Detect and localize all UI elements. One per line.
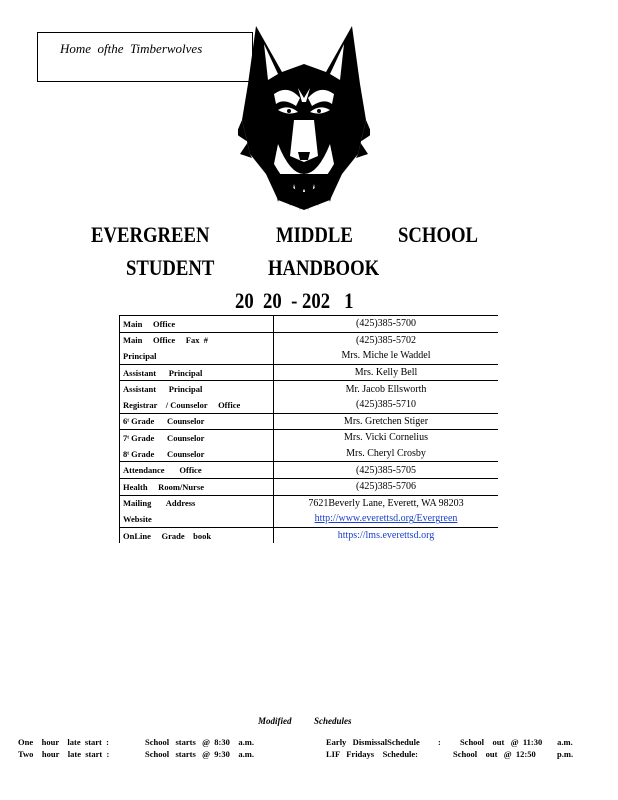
table-row bbox=[120, 527, 499, 543]
contact-label: Mailing Address bbox=[120, 495, 274, 511]
contact-value: Mrs. Kelly Bell bbox=[274, 364, 499, 381]
contact-value: Mrs. Vicki Cornelius bbox=[274, 430, 499, 446]
contact-value: Mrs. Miche le Waddel bbox=[274, 348, 499, 364]
one-hour-late-label: One hour late start : bbox=[18, 737, 109, 747]
contact-value: Mrs. Gretchen Stiger bbox=[274, 413, 499, 430]
early-dismissal-detail: : School out @ 11:30 a.m. bbox=[438, 737, 573, 747]
contact-value: (425)385-5710 bbox=[274, 397, 499, 413]
title-word-evergreen: EVERGREEN bbox=[91, 222, 210, 247]
table-row bbox=[120, 364, 499, 381]
contact-value: (425)385-5705 bbox=[274, 462, 499, 479]
one-hour-late-detail: School starts @ 8:30 a.m. bbox=[145, 737, 254, 747]
contact-label: Assistant Principal bbox=[120, 381, 274, 397]
title-word-student: STUDENT bbox=[126, 255, 215, 280]
contact-table bbox=[119, 315, 498, 543]
contact-label: Principal bbox=[120, 348, 274, 364]
contact-value: Mrs. Cheryl Crosby bbox=[274, 446, 499, 462]
tagline: Home ofthe Timberwolves bbox=[60, 41, 203, 56]
contact-label: 6ᵗ Grade Counselor bbox=[120, 413, 274, 430]
contact-value: 7621Beverly Lane, Everett, WA 98203 bbox=[274, 495, 499, 511]
two-hour-late-detail: School starts @ 9:30 a.m. bbox=[145, 749, 254, 759]
title-word-handbook: HANDBOOK bbox=[268, 255, 380, 280]
two-hour-late-label: Two hour late start : bbox=[18, 749, 110, 759]
contact-label: Main Office bbox=[120, 316, 274, 333]
table-row bbox=[120, 462, 499, 479]
title-word-middle: MIDDLE bbox=[276, 222, 353, 247]
gradebook-link[interactable]: https://lms.everettsd.org bbox=[337, 530, 435, 542]
contact-value: Mr. Jacob Ellsworth bbox=[274, 381, 499, 397]
contact-label: Health Room/Nurse bbox=[120, 478, 274, 495]
contact-label: Website bbox=[120, 511, 274, 527]
contact-value: (425)385-5702 bbox=[274, 332, 499, 348]
table-row bbox=[120, 478, 499, 495]
contact-label: Main Office Fax # bbox=[120, 332, 274, 348]
table-row bbox=[120, 381, 499, 397]
contact-label: 8ᵗ Grade Counselor bbox=[120, 446, 274, 462]
modified-schedules-title: Modified Schedules bbox=[258, 716, 352, 726]
contact-value: (425)385-5700 bbox=[274, 316, 499, 333]
website-link[interactable]: http://www.everettsd.org/Evergreen bbox=[314, 513, 458, 525]
title-word-school: SCHOOL bbox=[398, 222, 479, 247]
title-year: 20 20 - 202 1 bbox=[235, 288, 354, 313]
lif-fridays-detail: School out @ 12:50 p.m. bbox=[453, 749, 574, 759]
lif-fridays-label: LIF Fridays Schedule: bbox=[326, 749, 419, 759]
wolf-head-icon bbox=[238, 24, 370, 210]
table-row bbox=[120, 495, 499, 511]
table-row bbox=[120, 446, 499, 462]
contact-label: Registrar / Counselor Office bbox=[120, 397, 274, 413]
table-row bbox=[120, 397, 499, 413]
table-row bbox=[120, 348, 499, 364]
table-row bbox=[120, 413, 499, 430]
contact-label: Attendance Office bbox=[120, 462, 274, 479]
table-row bbox=[120, 332, 499, 348]
contact-value: (425)385-5706 bbox=[274, 478, 499, 495]
table-row bbox=[120, 511, 499, 527]
contact-label: 7ᵗ Grade Counselor bbox=[120, 430, 274, 446]
contact-label: Assistant Principal bbox=[120, 364, 274, 381]
early-dismissal-label: Early DismissalSchedule bbox=[326, 737, 420, 747]
table-row bbox=[120, 316, 499, 333]
tagline-box bbox=[37, 32, 253, 82]
contact-label: OnLine Grade book bbox=[120, 527, 274, 543]
table-row bbox=[120, 430, 499, 446]
